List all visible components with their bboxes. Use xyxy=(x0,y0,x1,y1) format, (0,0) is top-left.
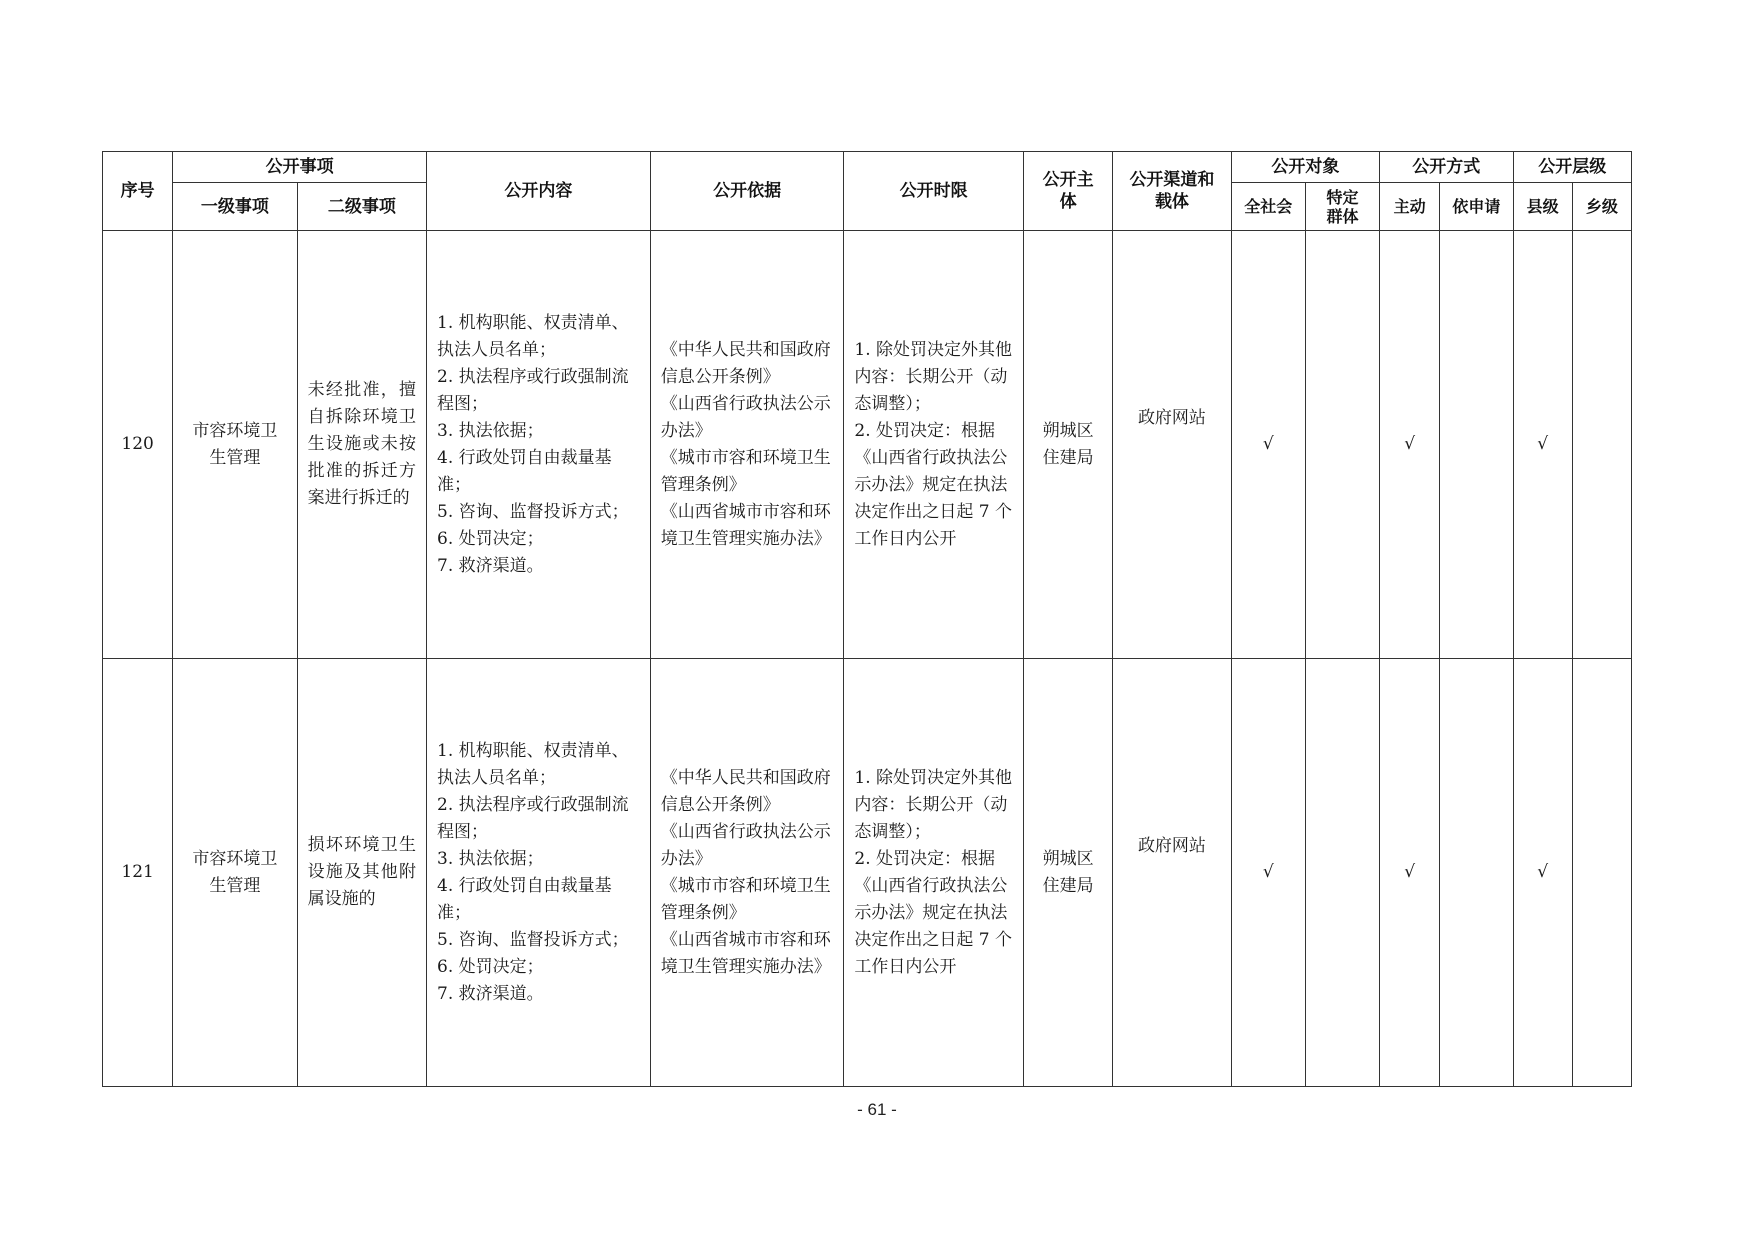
header-level-town: 乡级 xyxy=(1572,183,1631,231)
content-line: 1. 机构职能、权责清单、执法人员名单； xyxy=(437,740,629,788)
basis-line: 《山西省行政执法公示办法》 xyxy=(660,393,831,441)
check-method-active: √ xyxy=(1380,659,1440,1087)
check-method-apply xyxy=(1440,231,1513,659)
check-target-all: √ xyxy=(1231,659,1305,1087)
header-time-limit: 公开时限 xyxy=(844,152,1024,231)
check-level-county: √ xyxy=(1513,659,1572,1087)
time-limit-line: 1. 除处罚决定外其他内容：长期公开（动态调整）； xyxy=(854,339,1013,414)
check-level-town xyxy=(1572,231,1631,659)
header-method: 公开方式 xyxy=(1380,152,1513,183)
basis-line: 《城市市容和环境卫生管理条例》 xyxy=(660,875,831,923)
check-method-apply xyxy=(1440,659,1513,1087)
header-row-1 xyxy=(103,152,1632,183)
check-target-specific xyxy=(1305,231,1379,659)
header-target-specific: 特定群体 xyxy=(1305,183,1379,231)
header-level-county: 县级 xyxy=(1513,183,1572,231)
header-level: 公开层级 xyxy=(1513,152,1631,183)
basis-line: 《山西省城市市容和环境卫生管理实施办法》 xyxy=(660,501,831,549)
content-line: 3. 执法依据； xyxy=(437,848,544,869)
header-method-active: 主动 xyxy=(1380,183,1440,231)
row-level2: 未经批准，擅自拆除环境卫生设施或未按批准的拆迁方案进行拆迁的 xyxy=(297,231,426,659)
content-line: 4. 行政处罚自由裁量基准； xyxy=(437,447,612,495)
content-line: 6. 处罚决定； xyxy=(437,956,544,977)
row-basis xyxy=(650,231,844,659)
content-line: 4. 行政处罚自由裁量基准； xyxy=(437,875,612,923)
check-level-town xyxy=(1572,659,1631,1087)
channel-text: 政府网站 xyxy=(1137,408,1206,428)
content-line: 5. 咨询、监督投诉方式； xyxy=(437,501,629,522)
row-subject: 朔城区住建局 xyxy=(1023,659,1112,1087)
row-seq: 120 xyxy=(103,231,173,659)
basis-line: 《山西省行政执法公示办法》 xyxy=(660,821,831,869)
table-row xyxy=(103,659,1632,1087)
header-content: 公开内容 xyxy=(427,152,651,231)
row-basis xyxy=(650,659,844,1087)
header-method-apply: 依申请 xyxy=(1440,183,1513,231)
row-content xyxy=(427,231,651,659)
row-time-limit xyxy=(844,231,1024,659)
row-level1: 市容环境卫生管理 xyxy=(173,659,297,1087)
time-limit-line: 2. 处罚决定：根据《山西省行政执法公示办法》规定在执法决定作出之日起 7 个工作日内公开 xyxy=(854,848,1013,977)
row-level1: 市容环境卫生管理 xyxy=(173,231,297,659)
table-row xyxy=(103,231,1632,659)
header-level2: 二级事项 xyxy=(297,183,426,231)
content-line: 7. 救济渠道。 xyxy=(437,983,544,1004)
header-channel: 公开渠道和载体 xyxy=(1113,152,1231,231)
header-target: 公开对象 xyxy=(1231,152,1379,183)
disclosure-table xyxy=(102,151,1632,1087)
check-level-county: √ xyxy=(1513,231,1572,659)
row-seq: 121 xyxy=(103,659,173,1087)
check-method-active: √ xyxy=(1380,231,1440,659)
check-target-all: √ xyxy=(1231,231,1305,659)
header-public-item: 公开事项 xyxy=(173,152,427,183)
time-limit-line: 2. 处罚决定：根据《山西省行政执法公示办法》规定在执法决定作出之日起 7 个工作日内公开 xyxy=(854,420,1013,549)
channel-text: 政府网站 xyxy=(1137,836,1206,856)
header-subject: 公开主体 xyxy=(1023,152,1112,231)
content-line: 1. 机构职能、权责清单、执法人员名单； xyxy=(437,312,629,360)
header-target-all: 全社会 xyxy=(1231,183,1305,231)
content-line: 6. 处罚决定； xyxy=(437,528,544,549)
row-time-limit xyxy=(844,659,1024,1087)
row-channel xyxy=(1113,659,1231,1087)
basis-line: 《城市市容和环境卫生管理条例》 xyxy=(660,447,831,495)
basis-line: 《中华人民共和国政府信息公开条例》 xyxy=(660,339,831,387)
header-level1: 一级事项 xyxy=(173,183,297,231)
basis-line: 《中华人民共和国政府信息公开条例》 xyxy=(660,767,831,815)
row-channel xyxy=(1113,231,1231,659)
content-line: 2. 执法程序或行政强制流程图； xyxy=(437,794,629,842)
basis-line: 《山西省城市市容和环境卫生管理实施办法》 xyxy=(660,929,831,977)
content-line: 2. 执法程序或行政强制流程图； xyxy=(437,366,629,414)
header-basis: 公开依据 xyxy=(650,152,844,231)
content-line: 3. 执法依据； xyxy=(437,420,544,441)
content-line: 7. 救济渠道。 xyxy=(437,555,544,576)
page-number: - 61 - xyxy=(857,1100,897,1119)
check-target-specific xyxy=(1305,659,1379,1087)
row-subject: 朔城区住建局 xyxy=(1023,231,1112,659)
header-seq: 序号 xyxy=(103,152,173,231)
row-level2: 损坏环境卫生设施及其他附属设施的 xyxy=(297,659,426,1087)
time-limit-line: 1. 除处罚决定外其他内容：长期公开（动态调整）； xyxy=(854,767,1013,842)
content-line: 5. 咨询、监督投诉方式； xyxy=(437,929,629,950)
row-content xyxy=(427,659,651,1087)
